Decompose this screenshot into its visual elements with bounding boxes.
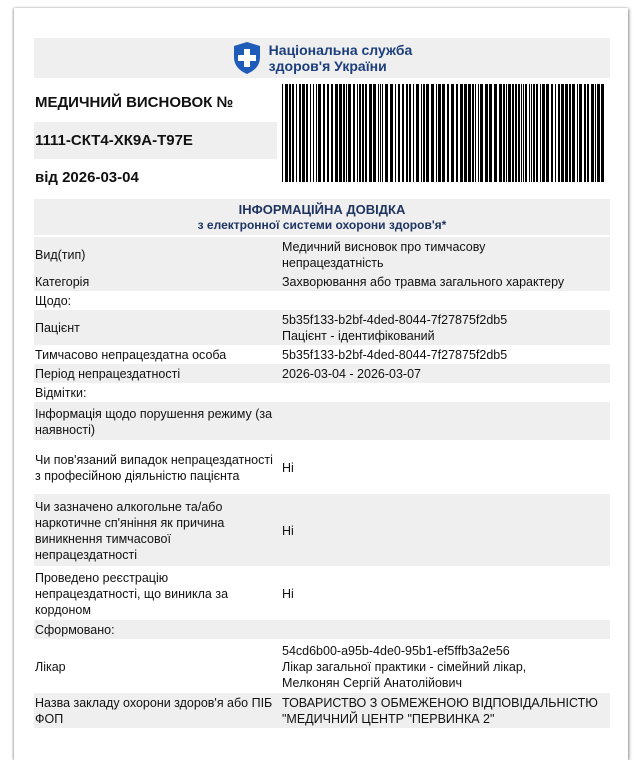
row-label: Проведено реєстрацію непрацездатності, що виникла за кордоном <box>35 570 229 617</box>
barcode-bar <box>442 84 445 182</box>
row-label: Відмітки: <box>35 386 87 400</box>
barcode-bar <box>478 84 479 182</box>
barcode-bar <box>331 84 333 182</box>
barcode-bar <box>472 84 474 182</box>
barcode-bar <box>413 84 414 182</box>
barcode-bar <box>480 84 483 182</box>
barcode-bar <box>503 84 505 182</box>
row-value-lines <box>282 460 294 476</box>
logo-text <box>269 42 413 74</box>
row-value-line: 2026-03-04 - 2026-03-07 <box>282 367 421 381</box>
row-label: Щодо: <box>35 294 72 308</box>
barcode-bar <box>385 84 388 182</box>
row-value <box>278 237 610 272</box>
row-value-lines <box>282 586 294 602</box>
barcode-bar <box>402 84 404 182</box>
row-value <box>278 693 610 728</box>
row-value <box>278 620 610 639</box>
barcode-bar <box>431 84 434 182</box>
barcode-bar <box>310 84 311 182</box>
row-label: Вид(тип) <box>35 248 86 262</box>
row-label: Період непрацездатності <box>35 367 181 381</box>
barcode-bar <box>406 84 408 182</box>
barcode-bar <box>512 84 514 182</box>
logo-line-1: Національна служба <box>268 42 413 58</box>
barcode-bar <box>282 84 283 182</box>
barcode-bar <box>416 84 419 182</box>
table-row <box>34 291 610 310</box>
barcode-bar <box>555 84 556 182</box>
barcode-bar <box>558 84 560 182</box>
row-value-lines <box>282 347 507 363</box>
row-value-line: Мелконян Сергій Анатолійович <box>282 675 463 690</box>
row-value-lines <box>282 695 598 727</box>
table-row <box>34 237 610 272</box>
row-value <box>278 310 610 345</box>
row-label: Категорія <box>35 275 90 289</box>
barcode-bar <box>468 84 471 182</box>
barcode-bar <box>525 84 527 182</box>
barcode-bar <box>353 84 355 182</box>
row-value <box>278 383 610 402</box>
document-title: МЕДИЧНИЙ ВИСНОВОК № <box>35 94 234 112</box>
barcode-bar <box>395 84 396 182</box>
row-label: Чи зазначено алкогольне та/або наркотичне сп'яніння як причина виникнення тимчасової непрацездатності <box>35 499 225 562</box>
barcode-bar <box>475 84 476 182</box>
page-content <box>34 38 610 728</box>
barcode-bar <box>536 84 538 182</box>
barcode-bar <box>546 84 549 182</box>
row-value-lines <box>282 643 526 691</box>
row-value-line: Захворювання або травма загального характеру <box>282 275 565 289</box>
row-value-line: непрацездатність <box>282 256 384 270</box>
row-value-line: "МЕДИЧНИЙ ЦЕНТР "ПЕРВИНКА 2" <box>282 712 495 726</box>
barcode-bar <box>296 84 297 182</box>
table-row <box>34 364 610 383</box>
barcode-bar <box>494 84 497 182</box>
row-value <box>278 364 610 383</box>
barcode-bar <box>540 84 541 182</box>
barcode-bar <box>531 84 532 182</box>
barcode-bar <box>591 84 594 182</box>
barcode-bar <box>438 84 441 182</box>
barcode-bar <box>521 84 522 182</box>
barcode <box>280 84 610 182</box>
row-label: Інформація щодо порушення режиму (за наявності) <box>35 406 273 437</box>
table-row <box>34 639 610 693</box>
table-row <box>34 345 610 364</box>
row-value-lines <box>282 312 507 344</box>
info-title: ІНФОРМАЦІЙНА ДОВІДКА <box>238 201 406 217</box>
info-title-band <box>34 199 610 235</box>
barcode-bar <box>409 84 411 182</box>
barcode-bar <box>382 84 383 182</box>
table-row <box>34 494 610 566</box>
document-date: від 2026-03-04 <box>35 169 139 187</box>
barcode-bar <box>302 84 305 182</box>
document-number: 1111-СКТ4-ХК9А-Т97Е <box>34 122 277 160</box>
barcode-bar <box>346 84 347 182</box>
table-row <box>34 383 610 402</box>
barcode-bar <box>357 84 358 182</box>
row-value <box>278 494 610 566</box>
barcode-bar <box>518 84 520 182</box>
barcode-bar <box>499 84 502 182</box>
row-value-line: 5b35f133-b2bf-4ded-8044-7f27875f2db5 <box>282 348 508 362</box>
info-table <box>34 237 610 728</box>
barcode-bar <box>335 84 338 182</box>
row-value <box>278 291 610 310</box>
row-value-line: Ні <box>282 460 294 475</box>
barcode-bar <box>323 84 325 182</box>
row-label: Тимчасово непрацездатна особа <box>35 348 227 362</box>
logo-line-2: здоров'я України <box>268 58 387 74</box>
info-subtitle: з електронної системи охорони здоров'я* <box>197 217 447 232</box>
row-value-line: 5b35f133-b2bf-4ded-8044-7f27875f2db5 <box>282 313 508 327</box>
row-label: Лікар <box>35 659 66 674</box>
row-value-lines <box>282 239 485 271</box>
barcode-bar <box>313 84 314 182</box>
header-row <box>34 84 610 197</box>
row-label: Сформовано: <box>35 623 115 637</box>
barcode-bar <box>306 84 308 182</box>
table-row <box>34 440 610 494</box>
barcode-bar <box>390 84 393 182</box>
barcode-bar <box>339 84 342 182</box>
barcode-bar <box>456 84 458 182</box>
barcode-bar <box>460 84 463 182</box>
barcode-bar <box>365 84 367 182</box>
table-row <box>34 310 610 345</box>
barcode-bar <box>373 84 376 182</box>
barcode-bar <box>506 84 507 182</box>
barcode-bar <box>577 84 578 182</box>
barcode-bar <box>447 84 449 182</box>
document-page <box>14 8 628 760</box>
row-value-line: Медичний висновок про тимчасову <box>282 240 486 254</box>
barcode-bar <box>348 84 351 182</box>
row-value <box>278 272 610 291</box>
barcode-bar <box>327 84 329 182</box>
barcode-bar <box>292 84 294 182</box>
row-value-line: Лікар загальної практики - сімейний лікар, <box>282 659 527 674</box>
barcode-bar <box>587 84 589 182</box>
barcode-bar <box>601 84 604 182</box>
barcode-bar <box>451 84 454 182</box>
barcode-bar <box>426 84 429 182</box>
row-label: Назва закладу охорони здоров'я або ПІБ ФОП <box>35 696 273 726</box>
barcode-bar <box>380 84 381 182</box>
barcode-bar <box>572 84 575 182</box>
barcode-bar <box>523 84 524 182</box>
barcode-bar <box>464 84 467 182</box>
barcode-area <box>280 84 610 197</box>
barcode-bar <box>565 84 568 182</box>
barcode-bar <box>569 84 571 182</box>
barcode-bar <box>299 84 301 182</box>
barcode-bar <box>597 84 600 182</box>
table-row <box>34 272 610 291</box>
barcode-bar <box>423 84 425 182</box>
barcode-bar <box>542 84 545 182</box>
barcode-bar <box>316 84 317 182</box>
barcode-bar <box>436 84 437 182</box>
row-value <box>278 402 610 440</box>
row-value-line: 54cd6b00-a95b-4de0-95b1-ef5ffb3a2e56 <box>282 643 510 658</box>
row-value-line: Ні <box>282 523 294 538</box>
barcode-bar <box>584 84 586 182</box>
barcode-bar <box>579 84 582 182</box>
logo-band <box>34 38 610 78</box>
barcode-bar <box>289 84 291 182</box>
row-value <box>278 440 610 494</box>
header-left <box>34 84 277 197</box>
row-value-line: Пацієнт - ідентифікований <box>282 329 435 343</box>
row-label: Пацієнт <box>35 321 80 335</box>
barcode-bar <box>508 84 511 182</box>
barcode-bar <box>561 84 564 182</box>
barcode-bar <box>485 84 488 182</box>
row-value-lines <box>282 366 421 382</box>
table-row <box>34 566 610 620</box>
nhsu-logo <box>232 41 413 75</box>
barcode-bar <box>398 84 400 182</box>
row-label: Чи пов'язаний випадок непрацездатності з професійною діяльністю пацієнта <box>35 452 273 483</box>
barcode-bar <box>489 84 492 182</box>
row-value-lines <box>282 523 294 539</box>
row-value <box>278 566 610 620</box>
barcode-bar <box>515 84 517 182</box>
row-value <box>278 639 610 693</box>
row-value-lines <box>282 274 564 290</box>
barcode-bar <box>343 84 345 182</box>
table-row <box>34 693 610 728</box>
row-value-line: Ні <box>282 586 294 601</box>
barcode-bar <box>421 84 422 182</box>
barcode-bar <box>318 84 321 182</box>
table-row <box>34 402 610 440</box>
barcode-bar <box>359 84 361 182</box>
barcode-bar <box>533 84 535 182</box>
barcode-bar <box>362 84 364 182</box>
row-value-line: ТОВАРИСТВО З ОБМЕЖЕНОЮ ВІДПОВІДАЛЬНІСТЮ <box>282 696 598 710</box>
barcode-bar <box>285 84 288 182</box>
row-value <box>278 345 610 364</box>
barcode-bar <box>551 84 553 182</box>
shield-cross-icon <box>232 41 262 75</box>
table-row <box>34 620 610 639</box>
barcode-bar <box>369 84 372 182</box>
barcode-bar <box>378 84 379 182</box>
barcode-bar <box>529 84 530 182</box>
barcode-bar <box>595 84 596 182</box>
